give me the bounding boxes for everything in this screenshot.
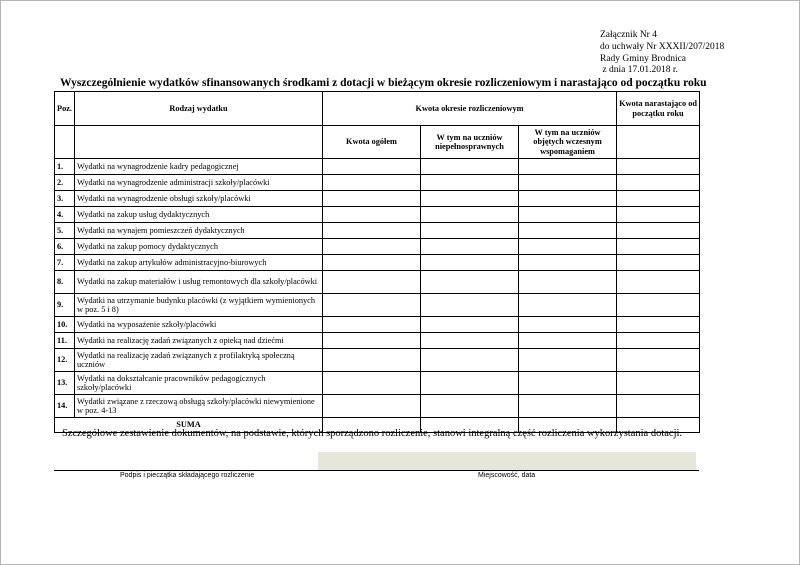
row-number: 8. <box>55 271 75 294</box>
row-cell-narastajaco[interactable] <box>617 317 700 333</box>
table-row <box>55 372 700 395</box>
row-cell-niepelnosprawni[interactable] <box>421 239 519 255</box>
row-cell-ogolem[interactable] <box>323 271 421 294</box>
row-cell-ogolem[interactable] <box>323 317 421 333</box>
header-poz: Poz. <box>55 92 75 126</box>
row-number: 9. <box>55 294 75 317</box>
row-number: 1. <box>55 159 75 175</box>
row-label: Wydatki na wyposażenie szkoły/placówki <box>75 317 323 333</box>
row-label: Wydatki na zakup pomocy dydaktycznych <box>75 239 323 255</box>
subheader-wczesne: W tym na uczniów objętych wczesnym wspomaganiem <box>519 126 617 159</box>
row-cell-narastajaco[interactable] <box>617 159 700 175</box>
row-number: 4. <box>55 207 75 223</box>
row-cell-ogolem[interactable] <box>323 175 421 191</box>
row-label: Wydatki na utrzymanie budynku placówki (z wyjątkiem wymienionych w poz. 5 i 8) <box>75 294 323 317</box>
subheader-empty-2 <box>75 126 323 159</box>
footer-note: Szczegółowe zestawienie dokumentów, na podstawie, których sporządzono rozliczenie, stanowi integralną część rozliczenia wykorzystania dotacji. <box>62 428 683 439</box>
signature-label-right: Miejscowość, data <box>478 472 536 479</box>
row-label: Wydatki na wynajem pomieszczeń dydaktycznych <box>75 223 323 239</box>
table-row <box>55 349 700 372</box>
subheader-ogolem: Kwota ogółem <box>323 126 421 159</box>
table-header-row <box>55 92 700 126</box>
row-cell-wczesne[interactable] <box>519 395 617 418</box>
row-cell-narastajaco[interactable] <box>617 175 700 191</box>
row-cell-niepelnosprawni[interactable] <box>421 223 519 239</box>
header-kwota-okresie: Kwota okresie rozliczeniowym <box>323 92 617 126</box>
row-cell-narastajaco[interactable] <box>617 395 700 418</box>
row-number: 12. <box>55 349 75 372</box>
row-cell-wczesne[interactable] <box>519 223 617 239</box>
row-cell-narastajaco[interactable] <box>617 294 700 317</box>
row-label: Wydatki na wynagrodzenie administracji szkoły/placówki <box>75 175 323 191</box>
row-label: Wydatki na realizację zadań związanych z profilaktyką społeczną uczniów <box>75 349 323 372</box>
row-cell-ogolem[interactable] <box>323 372 421 395</box>
document-title: Wyszczególnienie wydatków sfinansowanych środkami z dotacji w bieżącym okresie rozliczeniowym i narastająco od początku roku <box>60 77 707 89</box>
row-cell-wczesne[interactable] <box>519 317 617 333</box>
row-cell-niepelnosprawni[interactable] <box>421 207 519 223</box>
row-cell-niepelnosprawni[interactable] <box>421 333 519 349</box>
table-row <box>55 317 700 333</box>
row-number: 7. <box>55 255 75 271</box>
row-number: 5. <box>55 223 75 239</box>
row-cell-narastajaco[interactable] <box>617 191 700 207</box>
row-cell-ogolem[interactable] <box>323 223 421 239</box>
table-row <box>55 175 700 191</box>
row-cell-ogolem[interactable] <box>323 191 421 207</box>
row-cell-wczesne[interactable] <box>519 255 617 271</box>
row-cell-wczesne[interactable] <box>519 159 617 175</box>
attachment-line-1: Załącznik Nr 4 <box>600 30 657 40</box>
row-cell-niepelnosprawni[interactable] <box>421 395 519 418</box>
row-cell-wczesne[interactable] <box>519 271 617 294</box>
table-row <box>55 159 700 175</box>
subheader-niepelnosprawni: W tym na uczniów niepełnosprawnych <box>421 126 519 159</box>
row-cell-ogolem[interactable] <box>323 333 421 349</box>
row-label: Wydatki na wynagrodzenie obsługi szkoły/placówki <box>75 191 323 207</box>
row-label: Wydatki na wynagrodzenie kadry pedagogicznej <box>75 159 323 175</box>
table-row <box>55 271 700 294</box>
signature-line <box>54 470 699 471</box>
row-label: Wydatki na realizację zadań związanych z opieką nad dziećmi <box>75 333 323 349</box>
row-label: Wydatki na zakup artykułów administracyjno-biurowych <box>75 255 323 271</box>
row-number: 6. <box>55 239 75 255</box>
row-cell-wczesne[interactable] <box>519 175 617 191</box>
row-number: 14. <box>55 395 75 418</box>
row-cell-narastajaco[interactable] <box>617 207 700 223</box>
attachment-line-4: z dnia 17.01.2018 r. <box>600 65 678 76</box>
row-number: 11. <box>55 333 75 349</box>
row-label: Wydatki na zakup usług dydaktycznych <box>75 207 323 223</box>
row-cell-niepelnosprawni[interactable] <box>421 349 519 372</box>
row-cell-narastajaco[interactable] <box>617 333 700 349</box>
row-cell-wczesne[interactable] <box>519 191 617 207</box>
row-cell-wczesne[interactable] <box>519 239 617 255</box>
signature-area-box[interactable] <box>318 452 696 471</box>
suma-label: SUMA <box>55 418 323 433</box>
table-row <box>55 207 700 223</box>
row-cell-narastajaco[interactable] <box>617 255 700 271</box>
row-number: 13. <box>55 372 75 395</box>
subheader-empty-1 <box>55 126 75 159</box>
row-cell-ogolem[interactable] <box>323 395 421 418</box>
attachment-line-3: Rady Gminy Brodnica <box>600 53 687 64</box>
expenses-table <box>54 91 700 433</box>
row-cell-narastajaco[interactable] <box>617 223 700 239</box>
signature-label-left: Podpis i pieczątka składającego rozliczenie <box>120 472 255 479</box>
table-subheader-row <box>55 126 700 159</box>
table-row <box>55 395 700 418</box>
table-row <box>55 191 700 207</box>
attachment-note <box>600 30 724 77</box>
row-cell-niepelnosprawni[interactable] <box>421 175 519 191</box>
row-cell-niepelnosprawni[interactable] <box>421 317 519 333</box>
row-cell-narastajaco[interactable] <box>617 372 700 395</box>
row-number: 2. <box>55 175 75 191</box>
row-cell-ogolem[interactable] <box>323 159 421 175</box>
subheader-empty-3 <box>617 126 700 159</box>
row-cell-niepelnosprawni[interactable] <box>421 191 519 207</box>
row-cell-wczesne[interactable] <box>519 372 617 395</box>
row-number: 3. <box>55 191 75 207</box>
table-row <box>55 294 700 317</box>
row-cell-niepelnosprawni[interactable] <box>421 294 519 317</box>
row-cell-wczesne[interactable] <box>519 333 617 349</box>
row-cell-ogolem[interactable] <box>323 207 421 223</box>
row-cell-niepelnosprawni[interactable] <box>421 372 519 395</box>
table-row <box>55 223 700 239</box>
row-cell-niepelnosprawni[interactable] <box>421 159 519 175</box>
row-cell-ogolem[interactable] <box>323 239 421 255</box>
row-cell-narastajaco[interactable] <box>617 349 700 372</box>
header-narastajaco: Kwota narastająco od początku roku <box>617 92 700 126</box>
row-label: Wydatki związane z rzeczową obsługą szkoły/placówki niewymienione w poz. 4-13 <box>75 395 323 418</box>
row-cell-wczesne[interactable] <box>519 349 617 372</box>
row-label: Wydatki na zakup materiałów i usług remontowych dla szkoły/placówki <box>75 271 323 294</box>
table-row <box>55 255 700 271</box>
row-cell-ogolem[interactable] <box>323 255 421 271</box>
row-cell-ogolem[interactable] <box>323 349 421 372</box>
row-cell-narastajaco[interactable] <box>617 239 700 255</box>
table-body <box>55 159 700 418</box>
header-rodzaj: Rodzaj wydatku <box>75 92 323 126</box>
row-cell-wczesne[interactable] <box>519 207 617 223</box>
row-cell-niepelnosprawni[interactable] <box>421 271 519 294</box>
row-cell-narastajaco[interactable] <box>617 271 700 294</box>
row-label: Wydatki na dokształcanie pracowników pedagogicznych szkoły/placówki <box>75 372 323 395</box>
row-number: 10. <box>55 317 75 333</box>
table-row <box>55 333 700 349</box>
table-row <box>55 239 700 255</box>
row-cell-wczesne[interactable] <box>519 294 617 317</box>
row-cell-ogolem[interactable] <box>323 294 421 317</box>
attachment-line-2: do uchwały Nr XXXII/207/2018 <box>600 41 725 52</box>
row-cell-niepelnosprawni[interactable] <box>421 255 519 271</box>
